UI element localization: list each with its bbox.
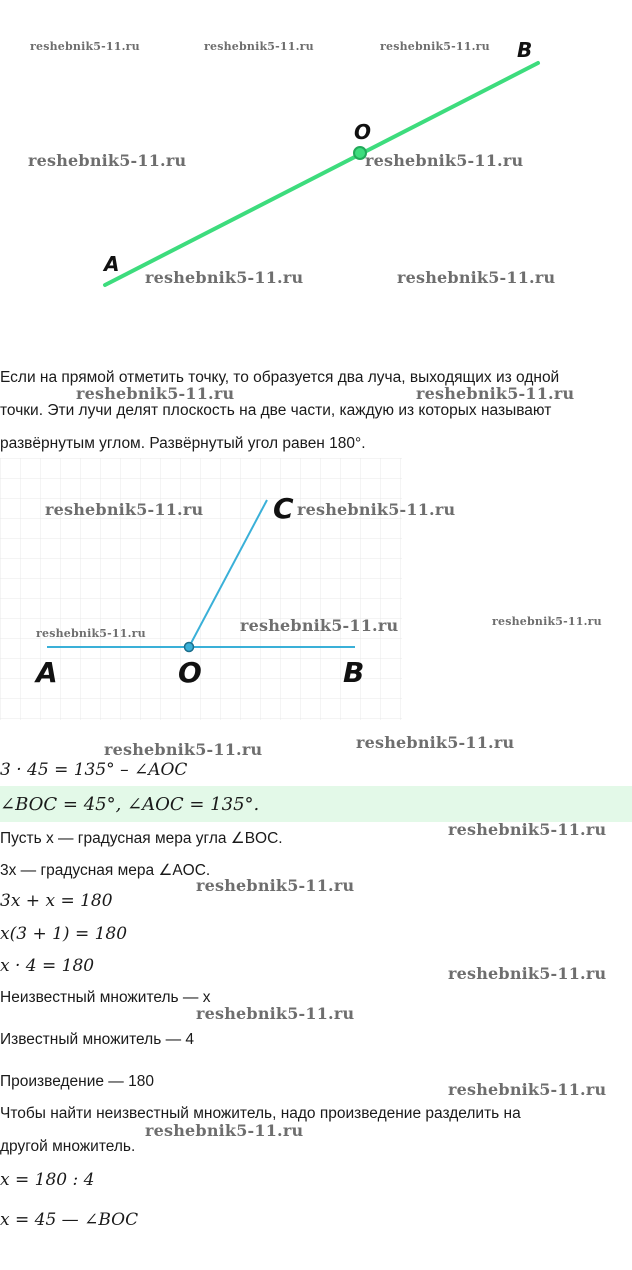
point-o (185, 643, 194, 652)
paragraph-line: точки. Эти лучи делят плоскость на две части, каждую из которых называют (0, 402, 552, 419)
equation-6: x = 45 — ∠BOC (0, 1210, 139, 1230)
watermark: reshebnik5-11.ru (145, 1121, 304, 1140)
watermark: reshebnik5-11.ru (297, 500, 456, 519)
watermark: reshebnik5-11.ru (30, 40, 140, 53)
watermark: reshebnik5-11.ru (45, 500, 204, 519)
watermark: reshebnik5-11.ru (492, 615, 602, 628)
label-c: C (273, 492, 294, 525)
watermark: reshebnik5-11.ru (36, 627, 146, 640)
label-a: A (104, 252, 120, 276)
watermark: reshebnik5-11.ru (380, 40, 490, 53)
watermark: reshebnik5-11.ru (365, 151, 524, 170)
label-b: B (343, 656, 365, 689)
watermark: reshebnik5-11.ru (204, 40, 314, 53)
watermark: reshebnik5-11.ru (28, 151, 187, 170)
label-a: A (36, 656, 58, 689)
watermark: reshebnik5-11.ru (76, 384, 235, 403)
watermark: reshebnik5-11.ru (145, 268, 304, 287)
watermark: reshebnik5-11.ru (448, 964, 607, 983)
equation-3: x(3 + 1) = 180 (0, 924, 128, 944)
equation-4: x · 4 = 180 (0, 956, 95, 976)
watermark: reshebnik5-11.ru (397, 268, 556, 287)
unknown-factor: Неизвестный множитель — x (0, 989, 211, 1006)
equation-5: x = 180 : 4 (0, 1170, 95, 1190)
paragraph-line: Если на прямой отметить точку, то образуется два луча, выходящих из одной (0, 369, 560, 386)
line-ab (105, 63, 538, 285)
watermark: reshebnik5-11.ru (196, 876, 355, 895)
equation-1: 3 · 45 = 135° – ∠AOC (0, 760, 188, 780)
watermark: reshebnik5-11.ru (104, 740, 263, 759)
watermark: reshebnik5-11.ru (240, 616, 399, 635)
label-o: O (178, 656, 202, 689)
watermark: reshebnik5-11.ru (416, 384, 575, 403)
known-factor: Известный множитель — 4 (0, 1031, 195, 1048)
paragraph-line: развёрнутым углом. Развёрнутый угол равен 180°. (0, 435, 366, 452)
answer: ∠BOC = 45°, ∠AOC = 135°. (0, 794, 260, 815)
watermark: reshebnik5-11.ru (448, 1080, 607, 1099)
three-x-statement: 3x — градусная мера ∠AOC. (0, 862, 211, 879)
watermark: reshebnik5-11.ru (356, 733, 515, 752)
watermark: reshebnik5-11.ru (196, 1004, 355, 1023)
equation-2: 3x + x = 180 (0, 891, 113, 911)
rule-line: Чтобы найти неизвестный множитель, надо произведение разделить на (0, 1105, 521, 1122)
rule-line: другой множитель. (0, 1138, 136, 1155)
label-b: B (517, 38, 533, 62)
product: Произведение — 180 (0, 1073, 154, 1090)
let-statement: Пусть x — градусная мера угла ∠BOC. (0, 830, 283, 847)
watermark: reshebnik5-11.ru (448, 820, 607, 839)
label-o: O (354, 120, 372, 144)
